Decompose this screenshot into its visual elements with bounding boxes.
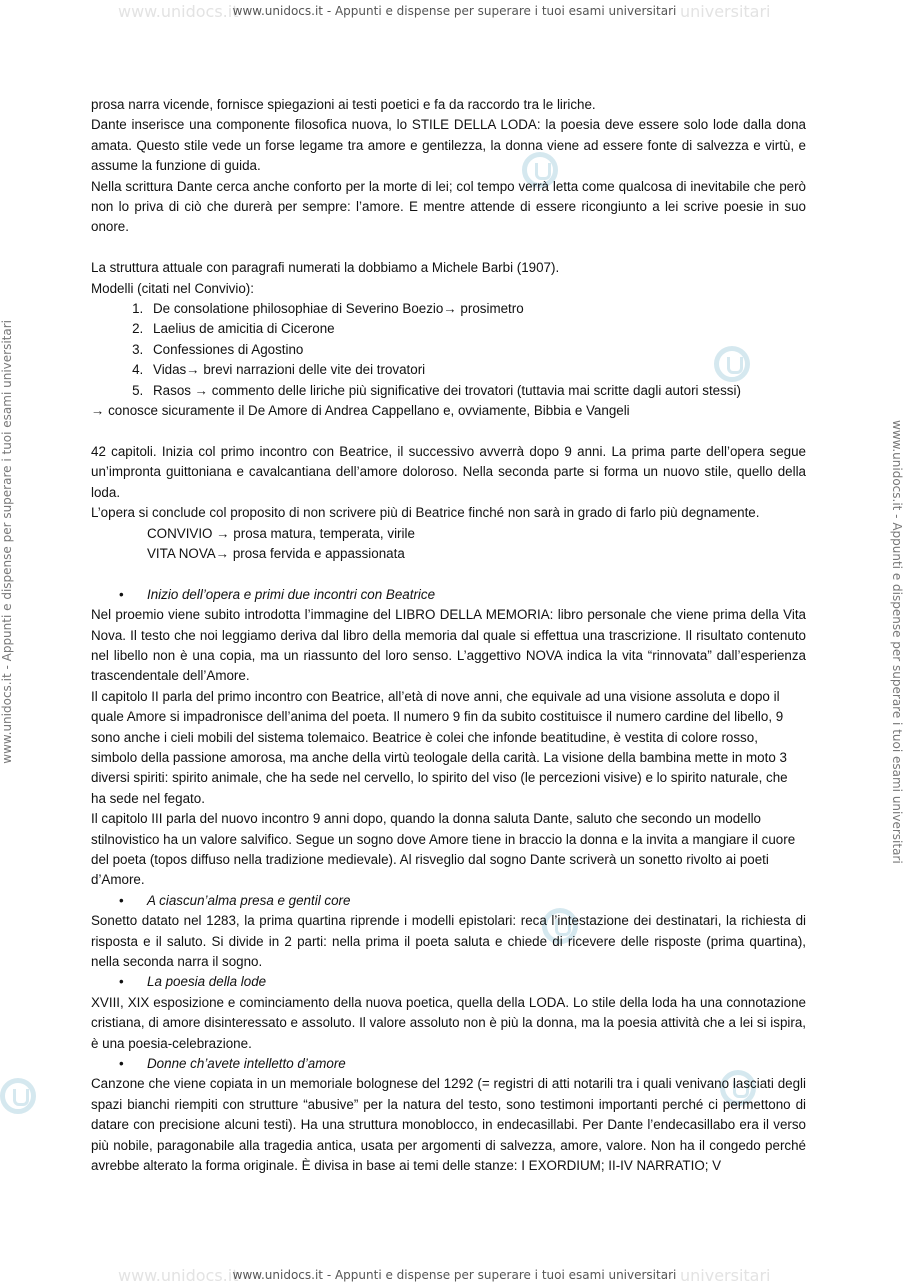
watermark-side-left: www.unidocs.it - Appunti e dispense per superare i tuoi esami universitari — [0, 320, 14, 764]
paragraph: L’opera si conclude col proposito di non scrivere più di Beatrice finché non sarà in grado di farlo più degnamente. — [91, 505, 760, 521]
watermark-ghost-right: universitari — [680, 2, 771, 21]
paragraph: Nella scrittura Dante cerca anche conforto per la morte di lei; col tempo verrà letta come qualcosa di inevitabile che però non lo priva di ciò che durerà per sempre: l’amore. E mentre attende di essere ricongiunto a lei scrive poesie in suo onore. — [91, 178, 806, 235]
paragraph: Canzone che viene copiata in un memoriale bolognese del 1292 (= registri di atti notarili tra i quali venivano lasciati degli spazi bianchi riempiti con strutture “abusive” per la natura del testo, sono testimoni importanti perché ci permettono di datare con precisione alcuni testi). Ha una struttura monoblocco, in endecasillabi. Per Dante l’endecasillabo era il verso più nobile, paragonabile alla tragedia antica, usata per argomenti di salvezza, amore, valore. Non ha il congedo perché avrebbe alterato la forma originale. È divisa in base ai temi delle stanze: I EXORDIUM; II-IV NARRATIO; V — [91, 1076, 806, 1174]
section-heading: • La poesia della lode — [91, 972, 806, 992]
paragraph: La struttura attuale con paragrafi numerati la dobbiamo a Michele Barbi (1907). — [91, 260, 560, 276]
unidocs-logo-icon — [0, 1078, 36, 1114]
section-heading: • Inizio dell’opera e primi due incontri con Beatrice — [91, 585, 806, 605]
bullet-icon: • — [119, 974, 124, 990]
paragraph: Il capitolo III parla del nuovo incontro 9 anni dopo, quando la donna saluta Dante, saluto che secondo un modello stilnovistico ha un valore salvifico. Segue un sogno dove Amore tiene in braccio la donna e la invita a mangiare il cuore del poeta (topos diffuso nella tradizione medievale). Al risveglio dal sogno Dante scriverà un sonetto rivolto ai poeti d’Amore. — [91, 811, 796, 888]
paragraph: Dante inserisce una componente filosofica nuova, lo STILE DELLA LODA: la poesia deve essere solo lode dalla dona amata. Questo stile vede un forse legame tra amore e gentilezza, la donna viene ad essere fonte di salvezza e virtù, e assume la funzione di guida. — [91, 117, 806, 174]
list-item: 1. De consolatione philosophiae di Severino Boezio→ prosimetro — [147, 299, 806, 319]
paragraph: VITA NOVA→ prosa fervida e appassionata — [147, 545, 405, 561]
paragraph: Sonetto datato nel 1283, la prima quartina riprende i modelli epistolari: reca l’intestazione dei destinatari, la richiesta di risposta e il saluto. Si divide in 2 parti: nella prima il poeta saluta e chiede di ricevere delle risposte (prima quartina), nella seconda narra il sogno. — [91, 913, 806, 970]
watermark-side-right: www.unidocs.it - Appunti e dispense per superare i tuoi esami universitari — [890, 420, 904, 864]
bullet-icon: • — [119, 586, 124, 602]
paragraph: CONVIVIO → prosa matura, temperata, virile — [147, 525, 415, 541]
bullet-icon: • — [119, 892, 124, 908]
watermark-ghost-left-bottom: www.unidocs.it — [118, 1266, 239, 1285]
document-body — [91, 95, 806, 1176]
paragraph: 42 capitoli. Inizia col primo incontro con Beatrice, il successivo avverrà dopo 9 anni. La prima parte dell’opera segue un’impronta guittoniana e cavalcantiana dell’amore doloroso. Nella seconda parte si forma un nuovo stile, quello della loda. — [91, 443, 806, 500]
paragraph: Nel proemio viene subito introdotta l’immagine del LIBRO DELLA MEMORIA: libro personale che viene prima della Vita Nova. Il testo che noi leggiamo deriva dal libro della memoria dal quale si effettua una trascrizione. Il risultato contenuto nel libello non è una copia, ma un riassunto del loro senso. L’aggettivo NOVA indica la vita “rinnovata” dall’esperienza trascendentale dell’Amore. — [91, 607, 806, 684]
list-item: 2. Laelius de amicitia di Cicerone — [147, 319, 806, 339]
bullet-icon: • — [119, 1056, 124, 1072]
list-item: 3. Confessiones di Agostino — [147, 340, 806, 360]
paragraph: Modelli (citati nel Convivio): — [91, 280, 254, 296]
paragraph: prosa narra vicende, fornisce spiegazioni ai testi poetici e fa da raccordo tra le liriche. — [91, 97, 596, 112]
list-item: 4. Vidas→ brevi narrazioni delle vite dei trovatori — [147, 360, 806, 380]
paragraph: → conosce sicuramente il De Amore di Andrea Cappellano e, ovviamente, Bibbia e Vangeli — [91, 403, 630, 419]
section-heading: • Donne ch’avete intelletto d’amore — [91, 1054, 806, 1074]
paragraph: XVIII, XIX esposizione e cominciamento della nuova poetica, quella della LODA. Lo stile della loda ha una connotazione cristiana, di amore disinteressato e assoluto. Il valore assoluto non è più la donna, ma la poesia attività che a lei si ispira, è una poesia-celebrazione. — [91, 994, 806, 1051]
paragraph: Il capitolo II parla del primo incontro con Beatrice, all’età di nove anni, che equivale ad una visione assoluta e dopo il quale Amore si impadronisce dell’anima del poeta. Il numero 9 fin da subito costituisce il numero cardine del libello, 9 sono anche i cieli mobili del sistema tolemaico. Beatrice è colei che infonde beatitudine, è vestita di colore rosso, simbolo della passione amorosa, ma anche della virtù teologale della carità. La visione della bambina mette in moto 3 diversi spiriti: spirito animale, che ha sede nel cervello, lo spirito del viso (le percezioni visive) e lo spirito naturale, che ha sede nel fegato. — [91, 688, 788, 806]
models-list — [91, 299, 806, 401]
watermark-header: www.unidocs.it - Appunti e dispense per superare i tuoi esami universitari — [232, 4, 677, 18]
list-item: 5. Rasos → commento delle liriche più significative dei trovatori (tuttavia mai scritte dagli autori stessi) — [147, 381, 806, 401]
watermark-ghost-right-bottom: universitari — [680, 1266, 771, 1285]
section-heading: • A ciascun’alma presa e gentil core — [91, 891, 806, 911]
watermark-ghost-left: www.unidocs.it — [118, 2, 239, 21]
watermark-footer: www.unidocs.it - Appunti e dispense per superare i tuoi esami universitari — [232, 1268, 677, 1282]
